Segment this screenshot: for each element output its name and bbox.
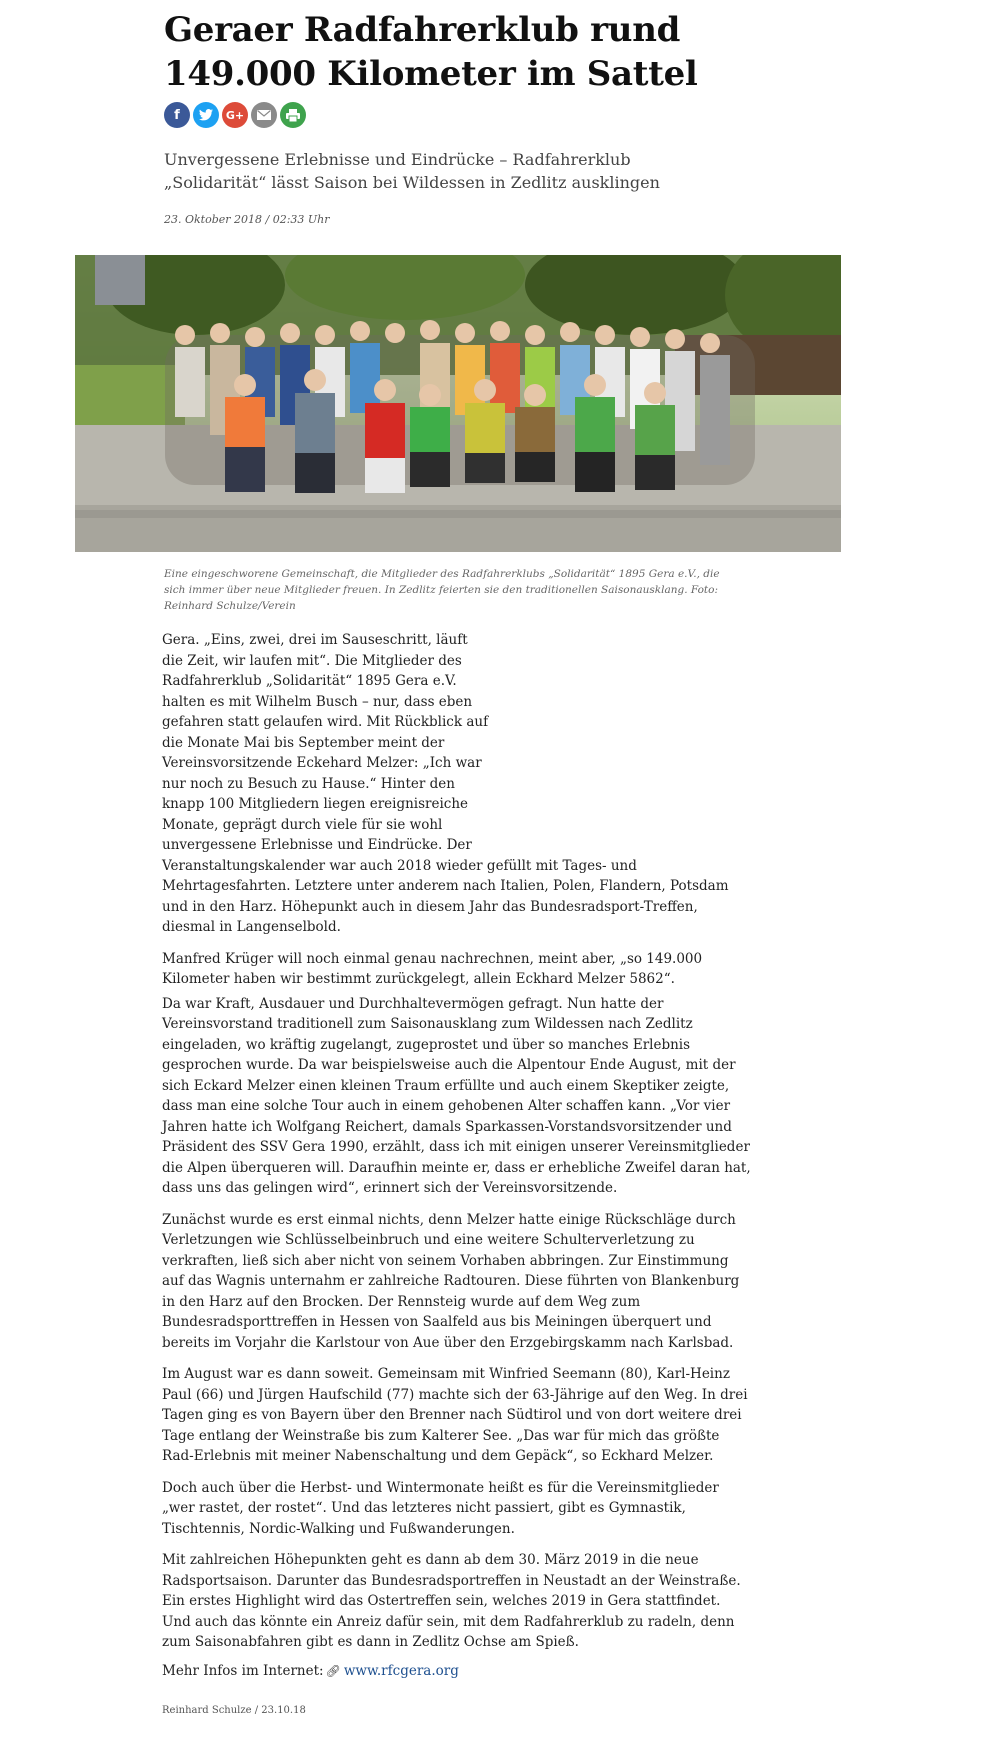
body-paragraph-narrow: Gera. „Eins, zwei, drei im Sauseschritt, läuft die Zeit, wir laufen mit“. Die Mitglieder des Radfahrerklub „Solidarität“ 1895 Gera e.V. halten es mit Wilhelm Busch – nur, dass eben gefahren statt gelaufen wird. Mit Rückblick auf die Monate Mai bis September meint der Vereinsvorsitzende Eckehard Melzer: „Ich war nur noch zu Besuch zu Hause.“ Hinter den knapp 100 Mitgliedern liegen ereignisreiche Monate, geprägt durch viele für sie wohl unvergessene Erlebnisse und Eindrücke. Der — [162, 632, 489, 853]
twitter-icon[interactable] — [193, 102, 219, 128]
photo-caption: Eine eingeschworene Gemeinschaft, die Mitglieder des Radfahrerklubs „Solidarität“ 1895 Gera e.V., die sich immer über neue Mitglieder freuen. In Zedlitz feierten sie den traditionellen Saisonausklang. Foto: Reinhard Schulze/Verein — [164, 568, 720, 612]
article-photo — [75, 255, 841, 552]
print-icon[interactable] — [280, 102, 306, 128]
link-icon: 🔗︎ — [325, 1664, 341, 1678]
more-info — [162, 1663, 459, 1679]
website-link[interactable]: www.rfcgera.org — [343, 1663, 459, 1679]
email-icon[interactable] — [251, 102, 277, 128]
body-paragraph: Da war Kraft, Ausdauer und Durchhaltevermögen gefragt. Nun hatte der Vereinsvorstand traditionell zum Saisonausklang zum Wildessen nach Zedlitz eingeladen, wo kräftig zugelangt, zugeprostet und über so manches Erlebnis gesprochen wurde. Da war beispielsweise auch die Alpentour Ende August, mit der sich Eckard Melzer einen kleinen Traum erfüllte und auch einem Skeptiker zeigte, dass man eine solche Tour auch in einem gehobenen Alter schaffen kann. „Vor vier Jahren hatte ich Wolfgang Reichert, damals Sparkassen-Vorstandsvorsitzender und Präsident des SSV Gera 1990, erzählt, dass ich mit einigen unserer Vereinsmitglieder die Alpen überqueren will. Daraufhin meinte er, dass er erhebliche Zweifel daran hat, dass uns das gelingen wird“, erinnert sich der Vereinsvorsitzende. — [162, 995, 751, 1196]
body-paragraph: Mit zahlreichen Höhepunkten geht es dann ab dem 30. März 2019 in die neue Radsportsaison. Darunter das Bundesradsportreffen in Neustadt an der Weinstraße. Ein erstes Highlight wird das Ostertreffen sein, welches 2019 in Gera stattfindet. Und auch das könnte ein Anreiz dafür sein, mit dem Radfahrerklub zu radeln, denn zum Saisonabfahren gibt es dann in Zedlitz Ochse am Spieß. — [162, 1552, 741, 1650]
article-teaser: Unvergessene Erlebnisse und Eindrücke – Radfahrerklub „Solidarität“ lässt Saison bei Wildessen in Zedlitz ausklingen — [164, 150, 660, 192]
body-paragraph: Manfred Krüger will noch einmal genau nachrechnen, meint aber, „so 149.000 Kilometer haben wir bestimmt zurückgelegt, allein Eckhard Melzer 5862“. — [162, 950, 703, 987]
body-paragraph: Im August war es dann soweit. Gemeinsam mit Winfried Seemann (80), Karl-Heinz Paul (66) und Jürgen Haufschild (77) machte sich der 63-Jährige auf den Weg. In drei Tagen ging es von Bayern über den Brenner nach Südtirol und von dort weitere drei Tage entlang der Weinstraße bis zum Kalterer See. „Das war für mich das größte Rad-Erlebnis mit meiner Nabenschaltung und dem Gepäck“, so Eckhard Melzer. — [162, 1366, 748, 1464]
body-paragraph: Zunächst wurde es erst einmal nichts, denn Melzer hatte einige Rückschläge durch Verletzungen wie Schlüsselbeinbruch und eine weitere Schulterverletzung zu verkraften, ließ sich aber nicht von seinem Vorhaben abbringen. Zur Einstimmung auf das Wagnis unternahm er zahlreiche Radtouren. Diese führten von Blankenburg in den Harz auf den Brocken. Der Rennsteig wurde auf dem Weg zum Bundesradsporttreffen in Hessen von Saalfeld aus bis Meiningen überquert und bereits im Vorjahr die Karlstour von Aue über den Erzgebirgskamm nach Karlsbad. — [162, 1211, 740, 1351]
author-line: Reinhard Schulze / 23.10.18 — [162, 1705, 306, 1716]
body-paragraph — [162, 630, 729, 938]
body-paragraph-wide: Veranstaltungskalender war auch 2018 wieder gefüllt mit Tages- und Mehrtagesfahrten. Letztere unter anderem nach Italien, Polen, Flandern, Potsdam und in den Harz. Höhepunkt auch in diesem Jahr das Bundesradsport-Treffen, diesmal in Langenselbold. — [162, 857, 729, 935]
article-body — [162, 630, 752, 1664]
facebook-icon[interactable]: f — [164, 102, 190, 128]
more-info-label: Mehr Infos im Internet: — [162, 1663, 324, 1679]
article-headline: Geraer Radfahrerklub rund 149.000 Kilometer im Sattel — [164, 10, 698, 94]
google-plus-icon[interactable]: G+ — [222, 102, 248, 128]
share-bar — [164, 102, 306, 128]
article-date: 23. Oktober 2018 / 02:33 Uhr — [164, 213, 330, 226]
body-paragraph: Doch auch über die Herbst- und Wintermonate heißt es für die Vereinsmitglieder „wer rastet, der rostet“. Und das letzteres nicht passiert, gibt es Gymnastik, Tischtennis, Nordic-Walking und Fußwanderungen. — [162, 1479, 719, 1537]
